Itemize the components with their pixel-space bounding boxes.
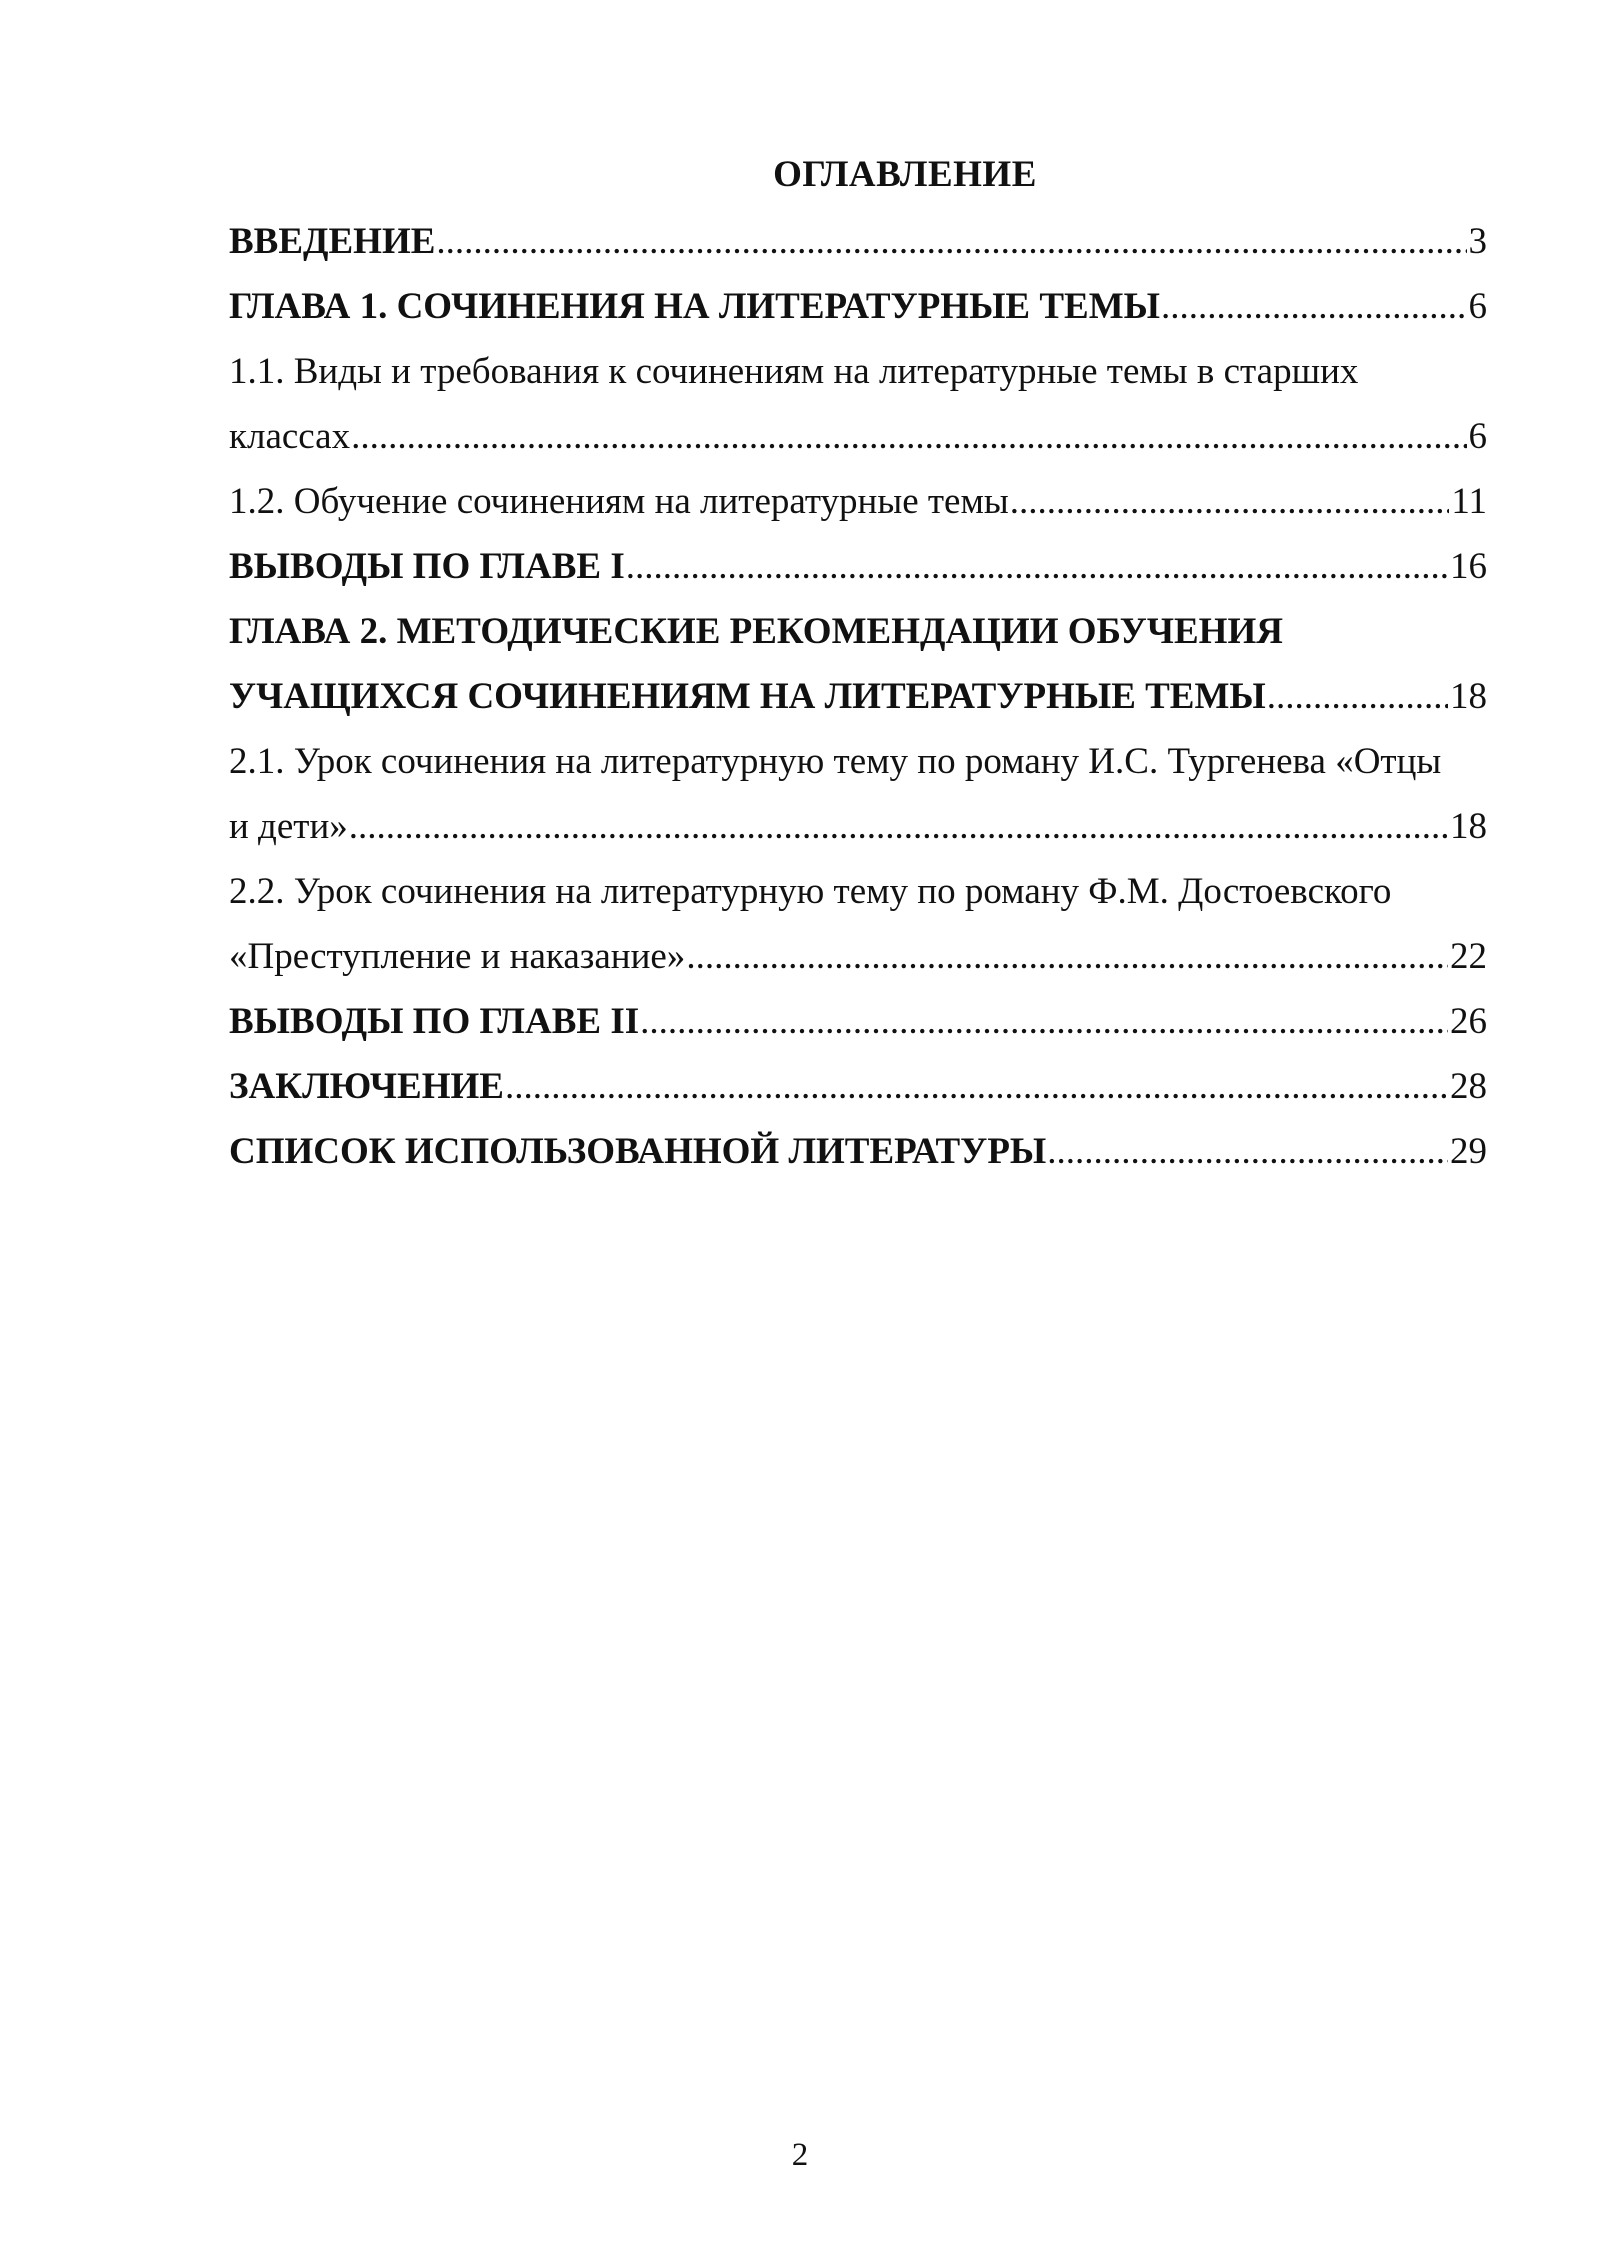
toc-entry-page-number: 6 [1468, 416, 1487, 457]
dot-leader [626, 534, 1448, 599]
toc-entry-line [229, 924, 1487, 989]
toc-entry[interactable] [229, 1054, 1487, 1119]
dot-leader [686, 924, 1448, 989]
dot-leader [1047, 1119, 1448, 1184]
dot-leader [436, 209, 1466, 274]
toc-entry-lead-line: ГЛАВА 2. МЕТОДИЧЕСКИЕ РЕКОМЕНДАЦИИ ОБУЧЕНИЯ [229, 611, 1283, 652]
dot-leader [1267, 664, 1448, 729]
toc-entry-title: СПИСОК ИСПОЛЬЗОВАННОЙ ЛИТЕРАТУРЫ [229, 1131, 1047, 1172]
toc-entry-line [229, 469, 1487, 534]
toc-entry[interactable] [229, 339, 1487, 469]
toc-entry-page-number: 6 [1468, 286, 1487, 327]
toc-entry-page-number: 16 [1450, 546, 1487, 587]
toc-entry[interactable] [229, 274, 1487, 339]
toc-entry-page-number: 22 [1450, 936, 1487, 977]
page-number: 2 [791, 2137, 809, 2173]
toc-entry[interactable] [229, 729, 1487, 859]
toc-entry-title: ВВЕДЕНИЕ [229, 221, 436, 262]
toc-entry-page-number: 18 [1450, 676, 1487, 717]
toc-entry[interactable] [229, 209, 1487, 274]
toc-entry-line [229, 404, 1487, 469]
toc-entry-page-number: 26 [1450, 1001, 1487, 1042]
toc-entry-title: ГЛАВА 1. СОЧИНЕНИЯ НА ЛИТЕРАТУРНЫЕ ТЕМЫ [229, 286, 1160, 327]
toc-entry-title: 1.2. Обучение сочинениям на литературные темы [229, 481, 1009, 522]
toc-entry-page-number: 29 [1450, 1131, 1487, 1172]
toc-title: ОГЛАВЛЕНИЕ [773, 154, 1037, 195]
toc-entry-title: классах [229, 416, 351, 457]
toc-entry-lead-line: 1.1. Виды и требования к сочинениям на литературные темы в старших [229, 351, 1359, 392]
toc-entry-line [229, 989, 1487, 1054]
table-of-contents [229, 209, 1487, 1184]
toc-entry-line [229, 1054, 1487, 1119]
toc-entry-line [229, 209, 1487, 274]
dot-leader [1161, 274, 1467, 339]
toc-entry-line [229, 794, 1487, 859]
toc-entry-page-number: 3 [1468, 221, 1487, 262]
toc-entry[interactable] [229, 989, 1487, 1054]
toc-entry-page-number: 18 [1450, 806, 1487, 847]
toc-entry[interactable] [229, 1119, 1487, 1184]
toc-entry-line [229, 274, 1487, 339]
dot-leader [1010, 469, 1450, 534]
dot-leader [349, 794, 1448, 859]
toc-entry-title: и дети» [229, 806, 348, 847]
toc-entry[interactable] [229, 469, 1487, 534]
toc-entry-page-number: 28 [1450, 1066, 1487, 1107]
toc-entry-page-number: 11 [1451, 481, 1487, 522]
toc-entry[interactable] [229, 534, 1487, 599]
toc-entry-title: ВЫВОДЫ ПО ГЛАВЕ I [229, 546, 625, 587]
dot-leader [351, 404, 1466, 469]
toc-entry-line [229, 1119, 1487, 1184]
toc-entry-lead-line: 2.2. Урок сочинения на литературную тему по роману Ф.М. Достоевского [229, 871, 1392, 912]
toc-entry-title: ВЫВОДЫ ПО ГЛАВЕ II [229, 1001, 640, 1042]
toc-entry-line [229, 534, 1487, 599]
toc-entry[interactable] [229, 599, 1487, 729]
toc-entry[interactable] [229, 859, 1487, 989]
toc-entry-line [229, 664, 1487, 729]
toc-entry-title: «Преступление и наказание» [229, 936, 686, 977]
toc-entry-title: ЗАКЛЮЧЕНИЕ [229, 1066, 504, 1107]
toc-entry-title: УЧАЩИХСЯ СОЧИНЕНИЯМ НА ЛИТЕРАТУРНЫЕ ТЕМЫ [229, 676, 1266, 717]
dot-leader [505, 1054, 1448, 1119]
toc-entry-lead-line: 2.1. Урок сочинения на литературную тему по роману И.С. Тургенева «Отцы [229, 741, 1442, 782]
dot-leader [640, 989, 1448, 1054]
